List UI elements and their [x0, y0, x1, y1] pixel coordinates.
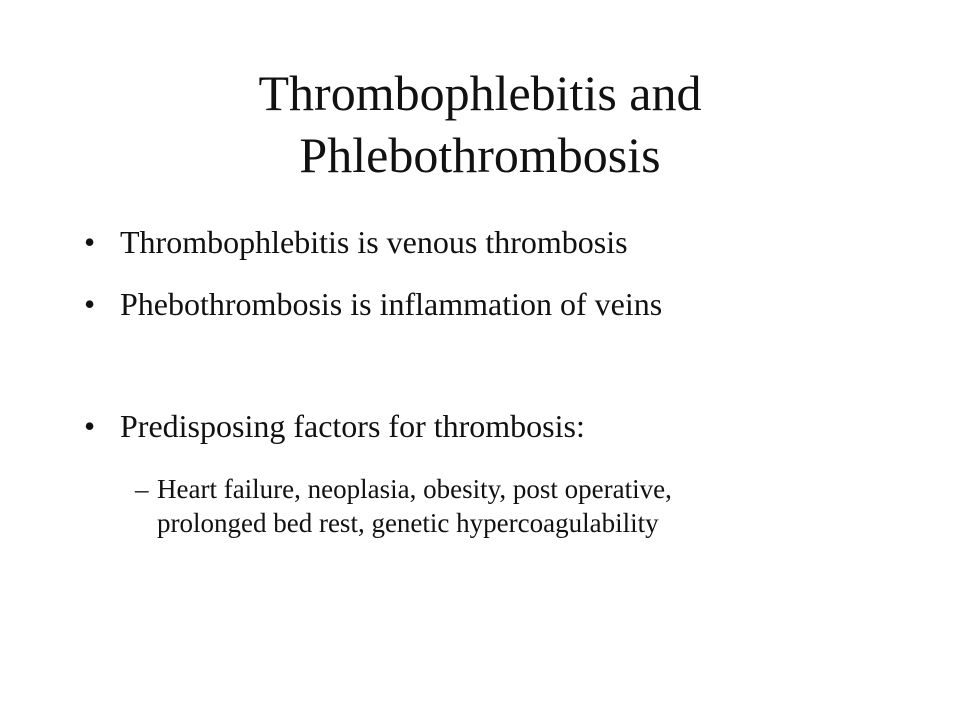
slide-title-line-1: Thrombophlebitis and [258, 65, 702, 121]
slide-title [80, 62, 880, 186]
sub-bullet-line-2: prolonged bed rest, genetic hypercoagulability [157, 508, 659, 538]
sub-bullet-text [157, 472, 887, 540]
bullet-text: Phebothrombosis is inflammation of veins [120, 286, 663, 322]
bullet-icon: • [84, 408, 96, 444]
bullet-text: Thrombophlebitis is venous thrombosis [120, 224, 628, 260]
bullet-icon: • [84, 286, 96, 322]
bullet-icon: • [84, 224, 96, 260]
slide-title-line-2: Phlebothrombosis [299, 127, 661, 183]
sub-bullet-line-1: Heart failure, neoplasia, obesity, post operative, [157, 474, 672, 504]
bullet-text: Predisposing factors for thrombosis: [120, 408, 585, 444]
dash-icon: – [135, 474, 149, 504]
